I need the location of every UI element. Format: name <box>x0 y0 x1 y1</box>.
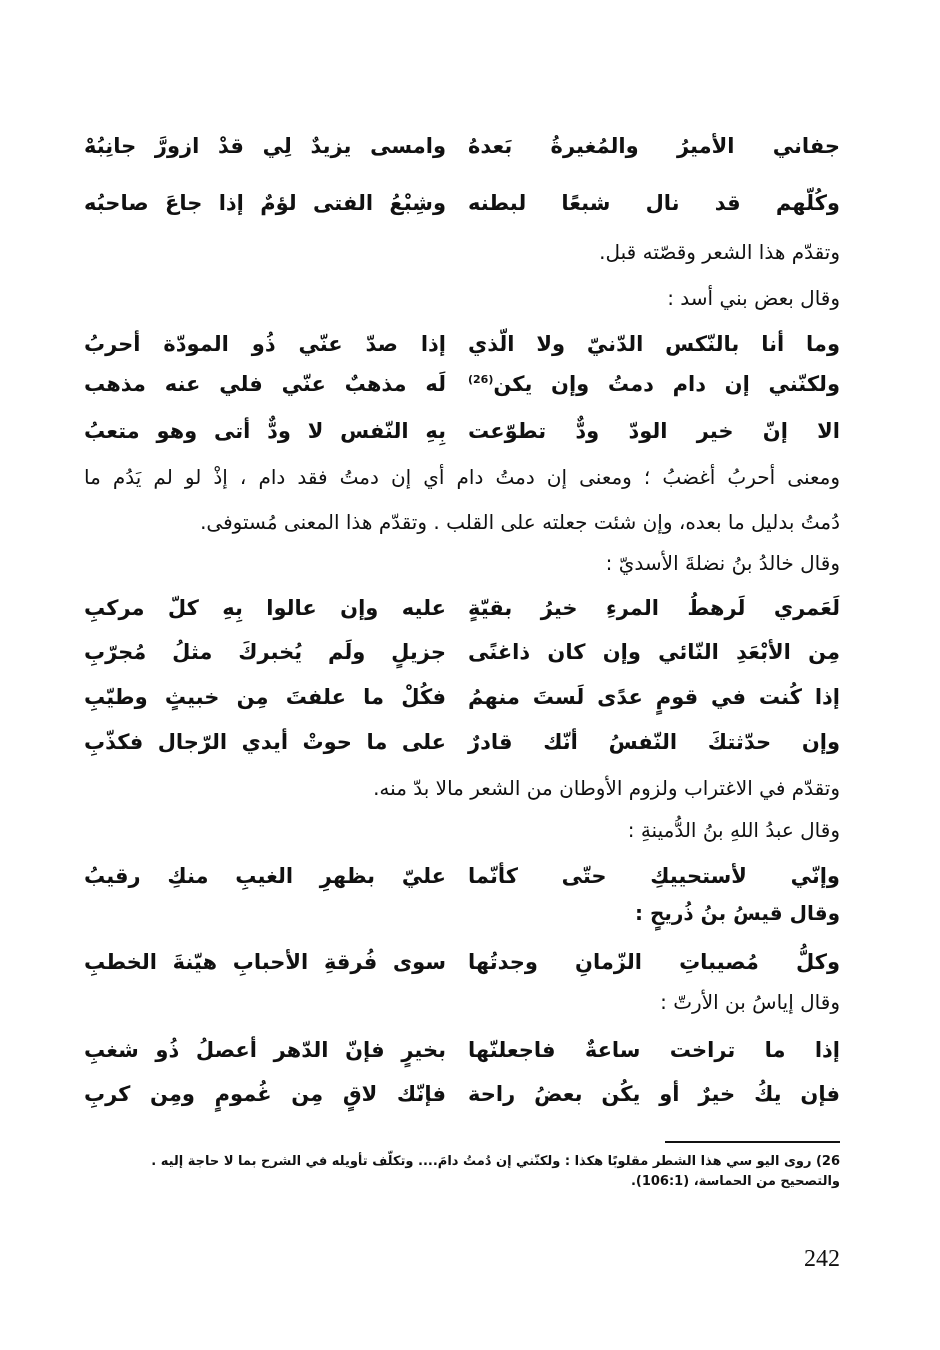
verse-second-hemistich: فإنّك لاقٍ مِن غُمومٍ ومِن كربِ <box>84 1082 446 1106</box>
verse-second-hemistich: سوى فُرقةِ الأحبابِ هيّنةَ الخطبِ <box>84 950 446 974</box>
verse-line <box>84 1074 840 1114</box>
verse-text: ولكنّني إن دام دمتُ وإن يكن <box>493 372 840 396</box>
verse-first-hemistich: وإنّي لأستحييكِ حتّى كأنّما <box>468 864 840 888</box>
verse-second-hemistich: عليّ بظهرِ الغيبِ منكِ رقيبُ <box>84 864 446 888</box>
prose-line: وقال خالدُ بنُ نضلةَ الأسديّ : <box>605 551 840 575</box>
verse-first-hemistich: مِن الأبْعَدِ النّائي وإن كان ذاغنًى <box>468 640 840 664</box>
footnote-reference: (26) <box>468 373 494 386</box>
verse-first-hemistich: وكُلّهم قد نال شبعًا لبطنه <box>468 191 840 215</box>
verse-first-hemistich: لَعَمري لَرهطُ المرءِ خيرُ بقيّةٍ <box>468 596 840 620</box>
verse-second-hemistich: جزيلٍ ولَم يُخبركَ مثلُ مُجرّبِ <box>84 640 446 664</box>
prose-line: ومعنى أحربُ أغضبُ ؛ ومعنى إن دمتُ دام أي إن دمتُ فقد دام ، إذْ لو لم يَدُم ما <box>84 465 840 489</box>
footnote-number: 26) <box>815 1154 840 1169</box>
footnote-continuation: والتصحيح من الحماسة، (106:1). <box>630 1174 840 1189</box>
verse-line <box>84 126 840 166</box>
verse-first-hemistich: إذا ما تراخت ساعةٌ فاجعلنّها <box>468 1038 840 1062</box>
footnote <box>84 1152 840 1172</box>
prose-line: وقال بعض بني أسد : <box>667 286 840 310</box>
prose-line: وقال قيسُ بنُ ذُريحٍ : <box>635 901 840 925</box>
verse-second-hemistich: فكُلْ ما علفتَ مِن خبيثٍ وطيّبِ <box>84 685 446 709</box>
verse-line <box>84 588 840 628</box>
verse-first-hemistich: جفاني الأميرُ والمُغيرةُ بَعدهُ <box>468 134 840 158</box>
prose-line: وقال عبدُ اللهِ بنُ الدُّمينةِ : <box>627 818 840 842</box>
verse-first-hemistich: إذا كُنت في قومٍ عدًى لَستَ منهمُ <box>468 685 840 709</box>
verse-second-hemistich: عليه وإن عالوا بِهِ كلّ مركبِ <box>84 596 446 620</box>
footnote-text: روى اليو سي هذا الشطر مقلوبًا هكذا : ولكنّني إن دُمتُ دامَ.... وتكلّف تأويله في الشرح بما لا حاجة إليه . <box>151 1154 812 1169</box>
prose-line: دُمتُ بدليل ما بعده، وإن شئت جعلته على القلب . وتقدّم هذا المعنى مُستوفى. <box>200 510 840 534</box>
verse-first-hemistich <box>468 364 840 404</box>
prose-line: وتقدّم هذا الشعر وقصّته قبل. <box>599 240 840 264</box>
verse-second-hemistich: وشِبْعُ الفتى لؤمٌ إذا جاعَ صاحبُه <box>84 191 446 215</box>
verse-second-hemistich: بِهِ النّفس لا ودٌّ أتى وهو متعبُ <box>84 419 446 443</box>
prose-line: وقال إياسُ بن الأرتّ : <box>660 990 840 1014</box>
verse-line <box>84 722 840 762</box>
footnote-divider <box>665 1141 840 1143</box>
prose-line: وتقدّم في الاغتراب ولزوم الأوطان من الشعر مالا بدّ منه. <box>373 776 840 800</box>
verse-second-hemistich: بخيرٍ فإنّ الدّهر أعصلُ ذُو شغبِ <box>84 1038 446 1062</box>
verse-line <box>84 677 840 717</box>
verse-first-hemistich: فإن يكُ خيرٌ أو يكُن بعضُ راحة <box>468 1082 840 1106</box>
verse-line <box>84 856 840 896</box>
verse-second-hemistich: لَه مذهبٌ عنّي فلي عنه مذهب <box>84 372 446 396</box>
verse-line <box>84 364 840 404</box>
verse-second-hemistich: وامسى يزيدٌ لِي قدْ ازورَّ جانِبُهْ <box>84 134 446 158</box>
verse-first-hemistich: وكلُّ مُصيباتِ الزّمانِ وجدتُها <box>468 950 840 974</box>
verse-line <box>84 411 840 451</box>
verse-line <box>84 183 840 223</box>
verse-line <box>84 942 840 982</box>
verse-first-hemistich: وما أنا بالنّكس الدّنيّ ولا الّذي <box>468 332 840 356</box>
verse-second-hemistich: إذا صدّ عنّي ذُو المودّة أحربُ <box>84 332 446 356</box>
verse-first-hemistich: وإن حدّثتكَ النّفسُ أنّك قادرٌ <box>468 730 840 754</box>
verse-first-hemistich: الا إنّ خير الودّ ودٌّ تطوّعت <box>468 419 840 443</box>
verse-line <box>84 324 840 364</box>
verse-second-hemistich: على ما حوتْ أيدي الرّجال فكذّبِ <box>84 730 446 754</box>
verse-line <box>84 1030 840 1070</box>
verse-line <box>84 632 840 672</box>
page-number: 242 <box>804 1246 840 1272</box>
